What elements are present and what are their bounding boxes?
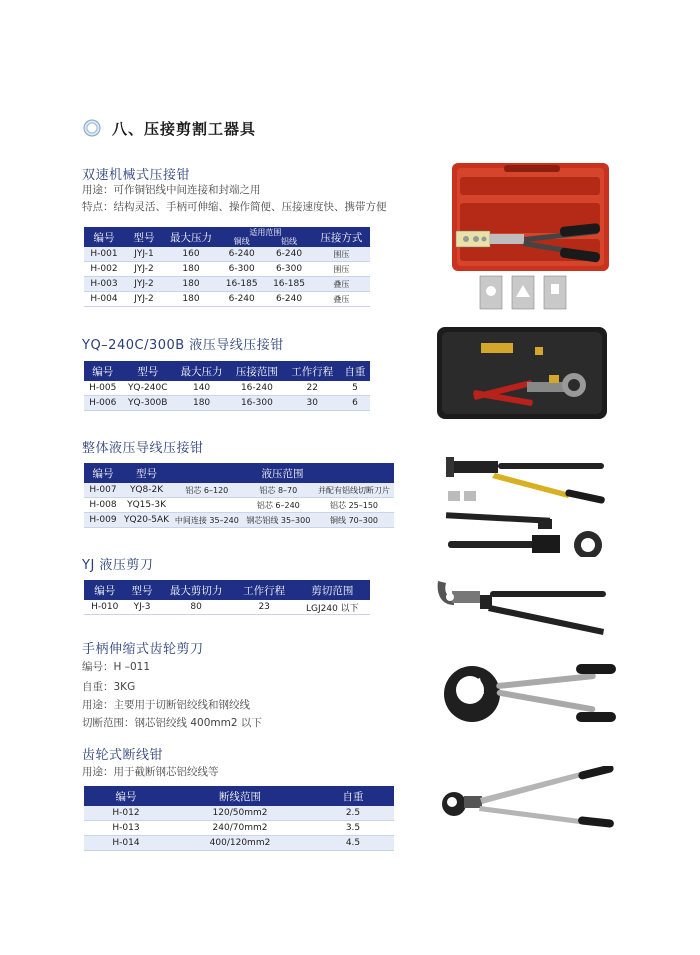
integral-hydraulic-crimper-image [440,457,612,557]
red-case-crimper-image [452,163,612,315]
table-header-row [84,580,370,600]
col-header: 适用范围 [249,228,282,237]
s3-table [84,463,394,528]
table-cell: H-002 [84,262,124,277]
table-cell: 5 [340,381,370,396]
table-row [84,600,370,615]
hydraulic-cutter-image [432,571,610,641]
table-cell: 16-300 [229,396,284,411]
table-header-row [84,786,394,806]
table-cell: 围压 [313,247,370,262]
s4-title: YJ 液压剪刀 [82,558,154,573]
table-cell: 30 [285,396,340,411]
table-cell: 16-185 [218,277,265,292]
table-cell: H-006 [84,396,122,411]
table-row [84,396,370,411]
table-cell: H-001 [84,247,124,262]
col-header: 编号 [84,463,122,483]
table-cell: YQ20-5AK [122,513,171,528]
table-cell: YJ-3 [125,600,158,615]
col-header: 压接范围 [229,361,284,381]
table-cell: H-013 [84,821,168,836]
table-cell: 3.5 [312,821,394,836]
table-cell: YQ15-3K [122,498,171,513]
table-cell: 120/50mm2 [168,806,312,821]
gear-wire-cutter-image [438,766,616,830]
col-header: 剪切范围 [295,580,370,600]
table-cell: 铝芯 8–70 [243,483,315,498]
table-cell: 6-240 [218,247,265,262]
table-cell: 铝芯 6–120 [171,483,243,498]
table-header-row [84,227,370,247]
table-cell: 16-240 [229,381,284,396]
col-header: 型号 [122,463,171,483]
col-header: 型号 [122,361,174,381]
table-row [84,513,394,528]
table-cell: 180 [164,262,218,277]
table-cell: 6-300 [265,262,312,277]
table-row [84,483,394,498]
col-header: 编号 [84,786,168,806]
table-row [84,821,394,836]
table-cell: JYJ-2 [124,262,164,277]
col-subheader: 铝线 [281,237,298,246]
table-cell: 铝芯 25–150 [314,498,394,513]
table-cell: 160 [164,247,218,262]
s1-features: 特点：结构灵活、手柄可伸缩、操作简便、压接速度快、携带方便 [82,201,387,213]
table-cell: 围压 [313,262,370,277]
table-cell: 钢芯铝线 35–300 [243,513,315,528]
s4-table [84,580,370,615]
table-cell [171,498,243,513]
s2-table [84,361,370,411]
table-row [84,381,370,396]
table-cell: 180 [174,396,229,411]
table-cell: JYJ-1 [124,247,164,262]
table-cell: 叠压 [313,292,370,307]
table-cell: 6-300 [218,262,265,277]
s1-table [84,227,370,307]
table-cell: H-005 [84,381,122,396]
col-header: 型号 [124,227,164,247]
section-bullet-icon [83,119,101,137]
s6-usage: 用途：用于截断钢芯铝绞线等 [82,766,219,778]
s2-title: YQ–240C/300B 液压导线压接钳 [82,338,284,353]
table-cell: 140 [174,381,229,396]
col-header-group [218,227,313,247]
table-cell: H-009 [84,513,122,528]
s5-code: 编号：H –011 [82,661,151,673]
col-header: 液压范围 [171,463,394,483]
col-header: 自重 [340,361,370,381]
table-cell: 并配有铝线切断刀片 [314,483,394,498]
col-header: 型号 [125,580,158,600]
table-cell: H-008 [84,498,122,513]
table-row [84,277,370,292]
table-cell: 6-240 [265,292,312,307]
table-cell: 叠压 [313,277,370,292]
s5-weight: 自重：3KG [82,681,136,693]
table-cell: JYJ-2 [124,292,164,307]
table-cell: 400/120mm2 [168,836,312,851]
table-cell: 16-185 [265,277,312,292]
col-header: 压接方式 [313,227,370,247]
table-cell: 中间连接 35–240 [171,513,243,528]
table-cell: LGJ240 以下 [295,600,370,615]
col-header: 编号 [84,580,125,600]
s6-table [84,786,394,851]
table-cell: 240/70mm2 [168,821,312,836]
col-header: 自重 [312,786,394,806]
col-header: 最大压力 [164,227,218,247]
page-title: 八、压接剪割工器具 [112,120,257,138]
col-subheader: 铜线 [233,237,250,246]
table-cell: YQ8-2K [122,483,171,498]
col-header: 最大压力 [174,361,229,381]
s1-title: 双速机械式压接钳 [82,168,191,183]
table-header-row [84,361,370,381]
table-cell: 180 [164,292,218,307]
table-row [84,292,370,307]
table-cell: H-014 [84,836,168,851]
table-cell: H-010 [84,600,125,615]
s3-title: 整体液压导线压接钳 [82,441,204,456]
s6-title: 齿轮式断线钳 [82,748,164,763]
table-cell: H-004 [84,292,124,307]
black-case-hydraulic-crimper-image [437,327,609,421]
table-cell: 4.5 [312,836,394,851]
table-cell: YQ-240C [122,381,174,396]
col-header: 工作行程 [234,580,295,600]
table-cell: 180 [164,277,218,292]
table-cell: 23 [234,600,295,615]
table-cell: H-003 [84,277,124,292]
table-cell: H-012 [84,806,168,821]
table-cell: 80 [159,600,234,615]
table-row [84,806,394,821]
col-header: 编号 [84,227,124,247]
ratchet-cable-cutter-image [440,656,618,732]
table-cell: 6 [340,396,370,411]
table-row [84,498,394,513]
s5-usage: 用途：主要用于切断铝绞线和钢绞线 [82,699,250,711]
col-header: 编号 [84,361,122,381]
table-cell: JYJ-2 [124,277,164,292]
col-header: 断线范围 [168,786,312,806]
col-header: 工作行程 [285,361,340,381]
s1-usage: 用途：可作铜铝线中间连接和封端之用 [82,184,261,196]
table-cell: H-007 [84,483,122,498]
table-cell: 铝芯 6–240 [243,498,315,513]
table-cell: YQ-300B [122,396,174,411]
table-header-row [84,463,394,483]
table-row [84,262,370,277]
table-cell: 铜线 70–300 [314,513,394,528]
s5-title: 手柄伸缩式齿轮剪刀 [82,642,204,657]
s5-range: 切断范围：钢芯铝绞线 400mm2 以下 [82,717,262,729]
col-header: 最大剪切力 [159,580,234,600]
table-cell: 6-240 [265,247,312,262]
table-row [84,247,370,262]
table-cell: 2.5 [312,806,394,821]
table-cell: 6-240 [218,292,265,307]
table-row [84,836,394,851]
table-cell: 22 [285,381,340,396]
